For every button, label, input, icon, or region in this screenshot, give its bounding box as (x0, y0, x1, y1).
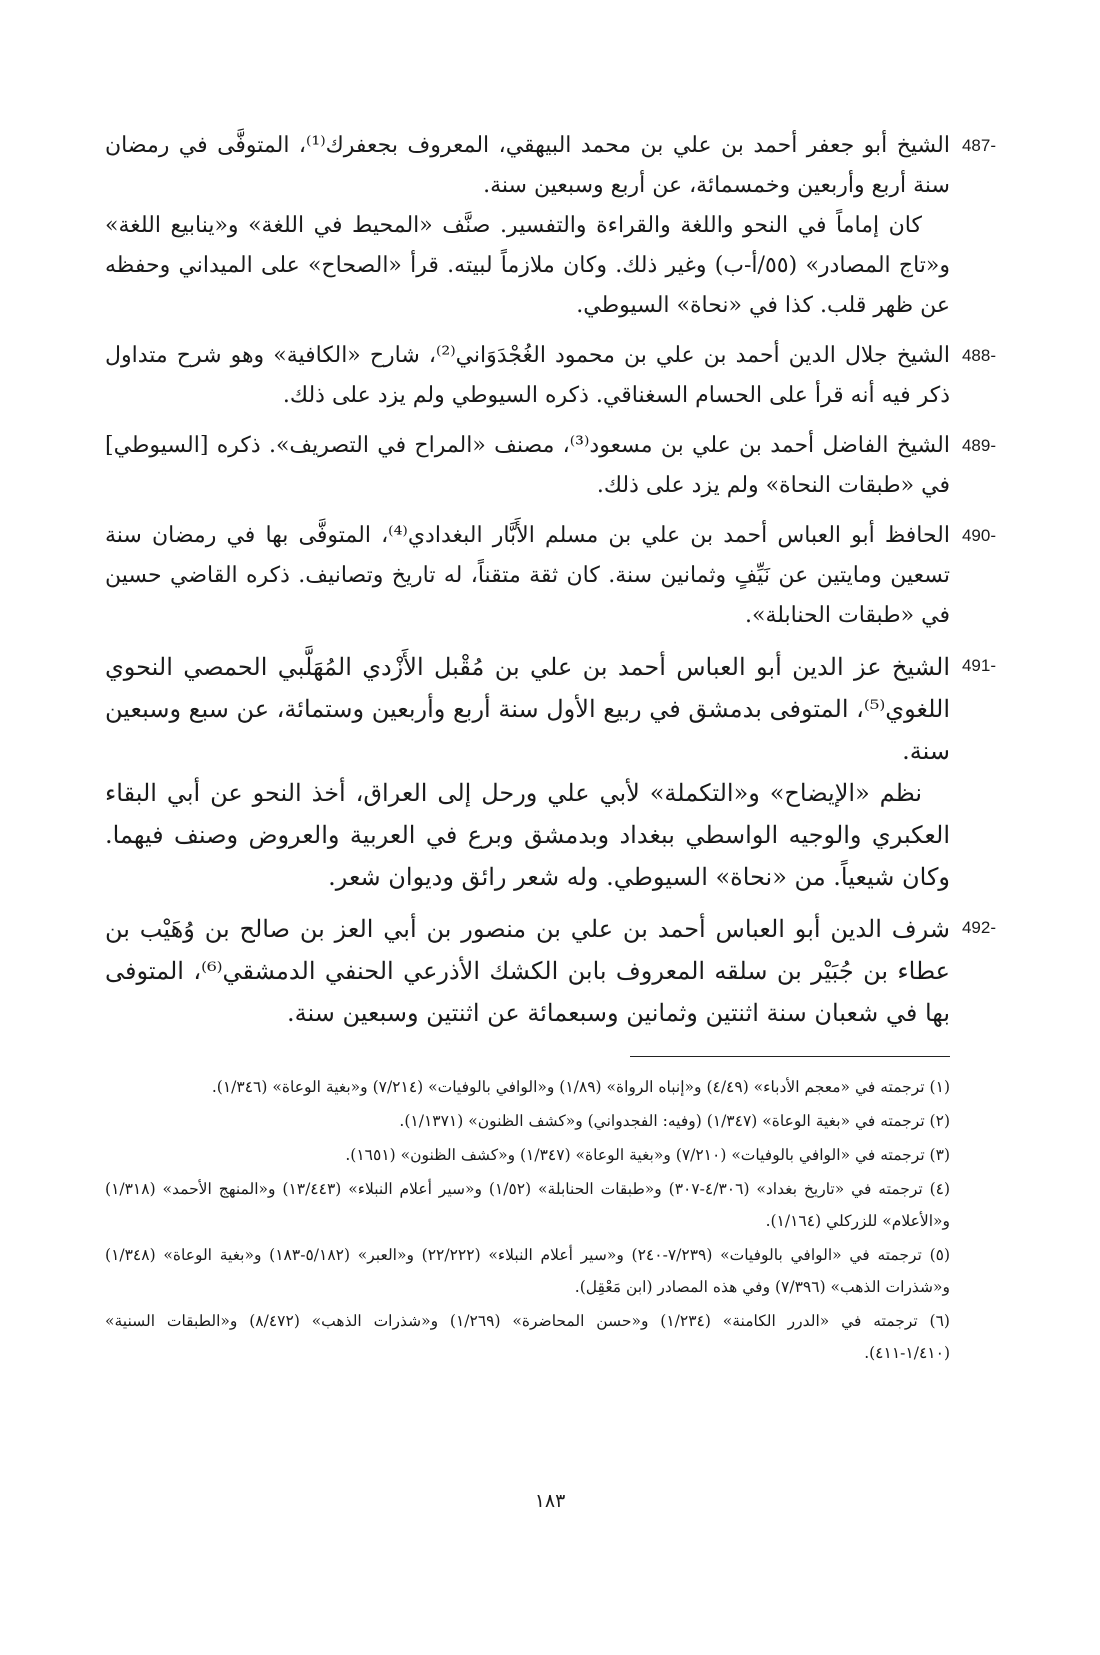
entry-text: الشيخ عز الدين أبو العباس أحمد بن علي بن مُقْبل الأَزْدي المُهَلَّبي الحمصي النحوي اللغوي⁽⁵⁾، المتوفى بدمشق في ربيع الأول سنة أربع وأربعين وستمائة، عن سبع وسبعين سنة. (105, 653, 950, 765)
entry-text: شرف الدين أبو العباس أحمد بن علي بن منصور بن أبي العز بن صالح بن وُهَيْب بن عطاء بن جُبَيْر بن سلقه المعروف بابن الكشك الأذرعي الحنفي الدمشقي⁽⁶⁾، المتوفى بها في شعبان سنة اثنتين وثمانين وسبعمائة عن اثنتين وسبعين سنة. (105, 915, 950, 1027)
entry-number: 492- (961, 918, 996, 937)
entry-number: 490- (961, 526, 996, 545)
entry-492 (105, 908, 996, 1034)
entry-text: الشيخ جلال الدين أحمد بن علي بن محمود الغُجْدَوَاني⁽²⁾، شارح «الكافية» وهو شرح متداول ذكر فيه أنه قرأ على الحسام السغناقي. ذكره السيوطي ولم يزد على ذلك. (105, 343, 950, 408)
biography-entries (105, 126, 996, 1034)
footnote-4: (٤) ترجمته في «تاريخ بغداد» (٤/٣٠٦-٣٠٧) و«طبقات الحنابلة» (١/٥٢) و«سير أعلام النبلاء» (١٣/٤٤٣) و«المنهج الأحمد» (١/٣١٨) و«الأعلام» للزركلي (١/١٦٤). (105, 1180, 951, 1230)
entry-text: الشيخ أبو جعفر أحمد بن علي بن محمد البيهقي، المعروف بجعفرك⁽¹⁾، المتوفَّى في رمضان سنة أربع وأربعين وخمسمائة، عن أربع وسبعين سنة. (105, 133, 950, 198)
footnote-3: (٣) ترجمته في «الوافي بالوفيات» (٧/٢١٠) و«بغية الوعاة» (١/٣٤٧) و«كشف الظنون» (١٦٥١). (345, 1146, 950, 1164)
entry-number: 491- (961, 656, 996, 675)
entry-487 (105, 126, 996, 326)
footnote-2: (٢) ترجمته في «بغية الوعاة» (١/٣٤٧) (وفيه: الفجدواني) و«كشف الظنون» (١/١٣٧١). (399, 1112, 950, 1130)
entry-text: نظم «الإيضاح» و«التكملة» لأبي علي ورحل إلى العراق، أخذ النحو عن أبي البقاء العكبري والوجيه الواسطي ببغداد وبدمشق وبرع في العربية والعروض وصنف فيهما. وكان شيعياً. من «نحاة» السيوطي. وله شعر رائق وديوان شعر. (105, 779, 950, 891)
entry-489 (105, 426, 996, 506)
entry-text: الحافظ أبو العباس أحمد بن علي بن مسلم الأَبَّار البغدادي⁽⁴⁾، المتوفَّى بها في رمضان سنة تسعين ومايتين عن نَيِّفٍ وثمانين سنة. كان ثقة متقناً، له تاريخ وتصانيف. ذكره القاضي حسين في «طبقات الحنابلة». (105, 523, 950, 628)
entry-490 (105, 516, 996, 636)
page-number: ١٨٣ (534, 1490, 566, 1512)
entry-488 (105, 336, 996, 416)
entry-number: 487- (961, 136, 996, 155)
footnote-1: (١) ترجمته في «معجم الأدباء» (٤/٤٩) و«إنباه الرواة» (١/٨٩) و«الوافي بالوفيات» (٧/٢١٤) و«بغية الوعاة» (١/٣٤٦). (211, 1078, 950, 1096)
entry-number: 489- (961, 436, 996, 455)
entry-491 (105, 646, 996, 898)
footnotes (105, 1071, 950, 1369)
entry-text: الشيخ الفاضل أحمد بن علي بن مسعود⁽³⁾، مصنف «المراح في التصريف». ذكره [السيوطي] في «طبقات النحاة» ولم يزد على ذلك. (105, 433, 950, 498)
entry-number: 488- (961, 346, 996, 365)
footnote-5: (٥) ترجمته في «الوافي بالوفيات» (٧/٢٣٩-٢٤٠) و«سير أعلام النبلاء» (٢٢/٢٢٢) و«العبر» (٥/١٨٢-١٨٣) و«بغية الوعاة» (١/٣٤٨) و«شذرات الذهب» (٧/٣٩٦) وفي هذه المصادر (ابن مَعْقِل). (105, 1246, 951, 1296)
footnote-6: (٦) ترجمته في «الدرر الكامنة» (١/٢٣٤) و«حسن المحاضرة» (١/٢٦٩) و«شذرات الذهب» (٨/٤٧٢) و«الطبقات السنية» (١/٤١٠-٤١١). (105, 1312, 950, 1362)
footnote-separator (630, 1056, 950, 1057)
entry-text: كان إماماً في النحو واللغة والقراءة والتفسير. صنَّف «المحيط في اللغة» و«ينابيع اللغة» و«تاج المصادر» (٥٥/أ-ب) وغير ذلك. وكان ملازماً لبيته. قرأ «الصحاح» على الميداني وحفظه عن ظهر قلب. كذا في «نحاة» السيوطي. (105, 213, 950, 318)
